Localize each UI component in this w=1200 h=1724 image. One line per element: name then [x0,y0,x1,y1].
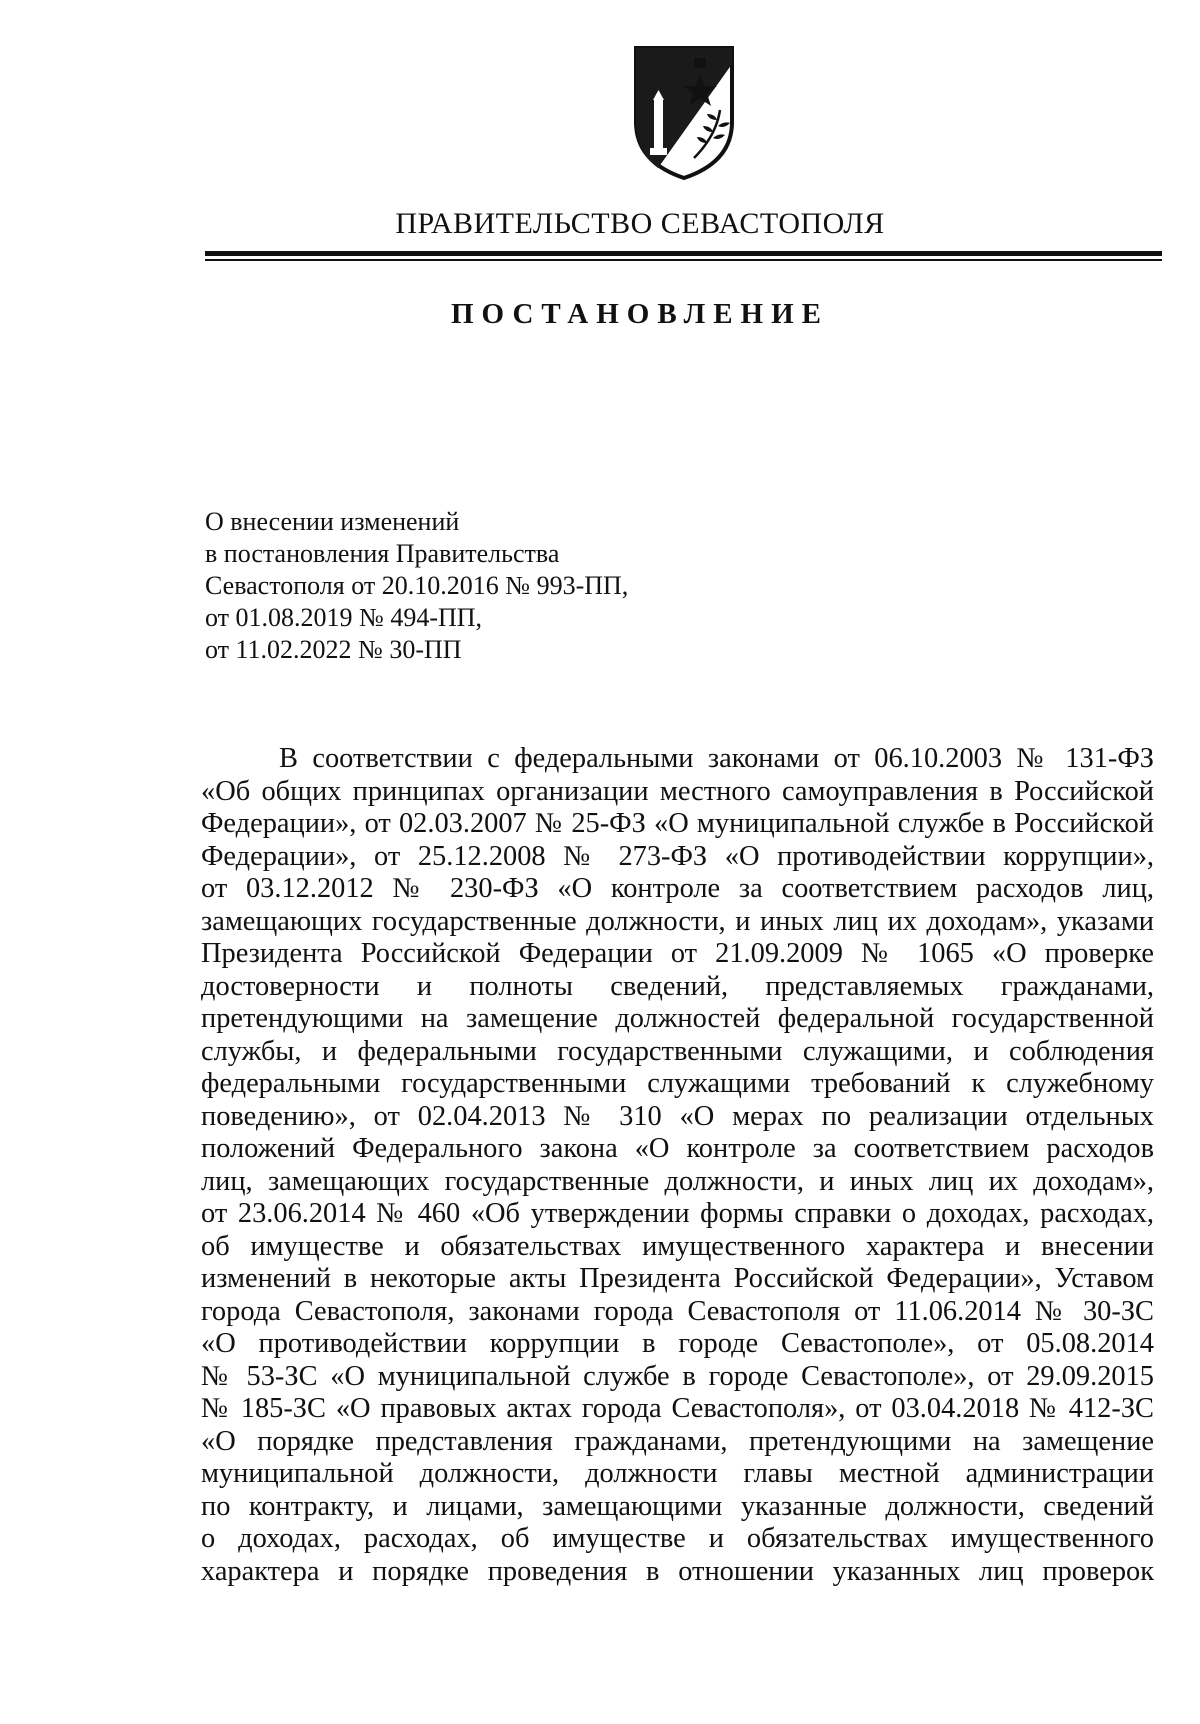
body-line: Федерации», от 02.03.2007 № 25-ФЗ «О муниципальной службе в Российской [201,808,1154,839]
body-line: характера и порядке проведения в отношении указанных лиц проверок [201,1555,1154,1587]
subject-line: от 11.02.2022 № 30-ПП [205,635,462,664]
body-line: муниципальной должности, должности главы местной администрации [201,1458,1154,1489]
body-line: № 53-ЗС «О муниципальной службе в городе Севастополе», от 29.09.2015 [201,1360,1154,1392]
body-line: «О противодействии коррупции в городе Севастополе», от 05.08.2014 [201,1328,1154,1359]
body-line: изменений в некоторые акты Президента Российской Федерации», Уставом [201,1263,1154,1294]
body-line: федеральными государственными служащими требований к служебному [201,1068,1154,1099]
body-line: положений Федерального закона «О контроле за соответствием расходов [201,1133,1154,1164]
body-line: службы, и федеральными государственными служащими, и соблюдения [201,1035,1154,1067]
header-rule-thin [205,259,1162,261]
body-line: лиц, замещающих государственные должности, и иных лиц их доходам», [201,1165,1154,1197]
document-type-title: ПОСТАНОВЛЕНИЕ [450,298,829,330]
body-line: об имуществе и обязательствах имущественного характера и внесении [201,1230,1154,1262]
body-line: № 185-ЗС «О правовых актах города Севастополя», от 03.04.2018 № 412-ЗС [201,1393,1154,1424]
body-line: «Об общих принципах организации местного самоуправления в Российской [201,775,1154,807]
body-line: претендующими на замещение должностей федеральной государственной [201,1003,1154,1034]
body-line: от 03.12.2012 № 230-ФЗ «О контроле за соответствием расходов лиц, [201,873,1154,904]
body-line: Федерации», от 25.12.2008 № 273-ФЗ «О противодействии коррупции», [201,840,1154,872]
sevastopol-coat-of-arms-icon [628,44,740,182]
document-subject [205,506,628,666]
body-line: достоверности и полноты сведений, представляемых гражданами, [201,970,1154,1002]
body-line: города Севастополя, законами города Севастополя от 11.06.2014 № 30-ЗС [201,1295,1154,1327]
document-body [201,743,1154,1588]
body-line: от 23.06.2014 № 460 «Об утверждении формы справки о доходах, расходах, [201,1198,1154,1229]
body-line: В соответствии с федеральными законами от 06.10.2003 № 131-ФЗ [279,743,1154,774]
body-line: «О порядке представления гражданами, претендующими на замещение [201,1425,1154,1457]
body-line: Президента Российской Федерации от 21.09.2009 № 1065 «О проверке [201,938,1154,969]
subject-line: от 01.08.2019 № 494-ПП, [205,603,483,632]
subject-line: Севастополя от 20.10.2016 № 993-ПП, [205,571,629,600]
body-line: замещающих государственные должности, и иных лиц их доходам», указами [201,905,1154,937]
header-rule-thick [205,251,1162,256]
body-line: поведению», от 02.04.2013 № 310 «О мерах по реализации отдельных [201,1100,1154,1132]
organization-name: ПРАВИТЕЛЬСТВО СЕВАСТОПОЛЯ [395,207,885,240]
body-line: о доходах, расходах, об имуществе и обязательствах имущественного [201,1523,1154,1554]
subject-line: в постановления Правительства [205,539,560,568]
body-line: по контракту, и лицами, замещающими указанные должности, сведений [201,1490,1154,1522]
subject-line: О внесении изменений [205,507,460,536]
